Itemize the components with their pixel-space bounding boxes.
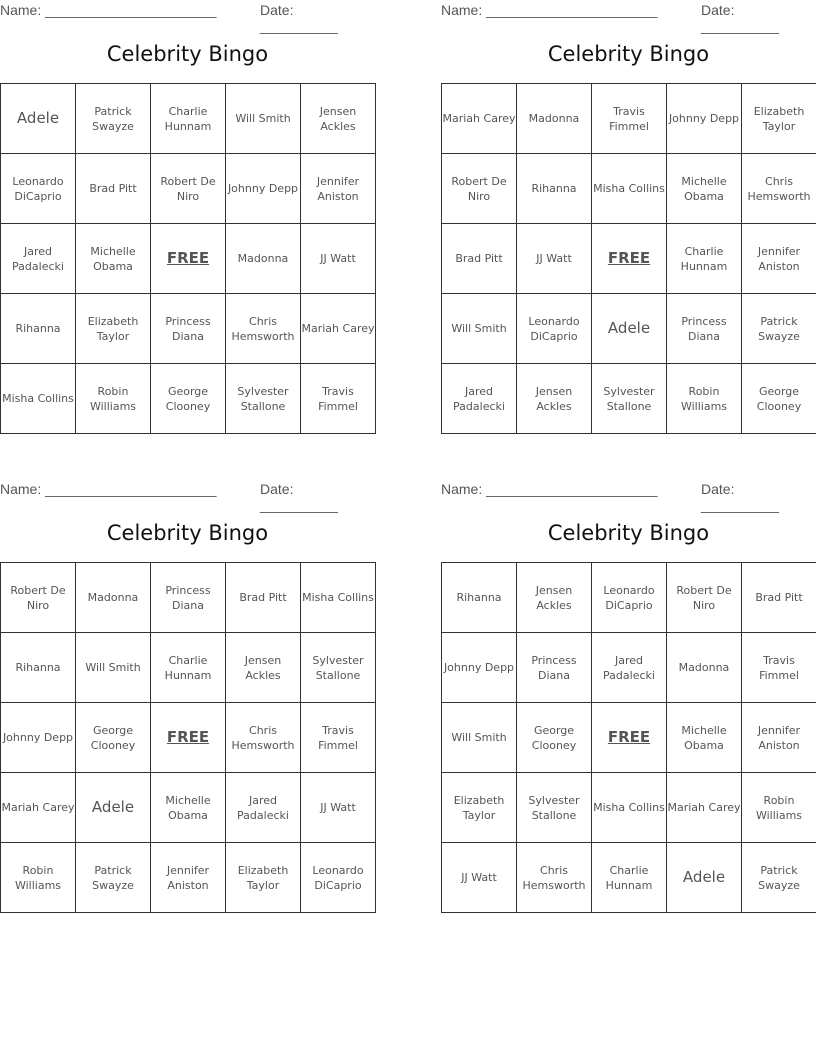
- bingo-cell: Jensen Ackles: [301, 84, 376, 154]
- bingo-cell: JJ Watt: [442, 843, 517, 913]
- grid-row: [1, 364, 376, 434]
- name-line: Name: ______________________: [441, 481, 658, 497]
- grid-row: [442, 703, 816, 773]
- bingo-grid: [0, 562, 376, 913]
- bingo-cell: Brad Pitt: [442, 224, 517, 294]
- grid-row: [1, 843, 376, 913]
- bingo-cell: Madonna: [517, 84, 592, 154]
- bingo-cell: George Clooney: [76, 703, 151, 773]
- bingo-cell: JJ Watt: [301, 224, 376, 294]
- bingo-cell: Will Smith: [442, 703, 517, 773]
- bingo-cell: Elizabeth Taylor: [76, 294, 151, 364]
- bingo-cell: Brad Pitt: [226, 563, 301, 633]
- bingo-cell: Robert De Niro: [151, 154, 226, 224]
- bingo-cell: Princess Diana: [517, 633, 592, 703]
- card-title: Celebrity Bingo: [547, 521, 710, 545]
- grid-row: [1, 154, 376, 224]
- bingo-cell: Patrick Swayze: [742, 843, 816, 913]
- card-header: [0, 0, 375, 34]
- grid-row: [442, 843, 816, 913]
- bingo-cell: JJ Watt: [301, 773, 376, 843]
- bingo-cell: Princess Diana: [151, 294, 226, 364]
- name-line: Name: ______________________: [0, 481, 217, 497]
- bingo-cell: Adele: [667, 843, 742, 913]
- bingo-cell: Elizabeth Taylor: [226, 843, 301, 913]
- bingo-cell: Princess Diana: [151, 563, 226, 633]
- card-header: [441, 479, 816, 513]
- card-header: [441, 0, 816, 34]
- bingo-cell: Johnny Depp: [1, 703, 76, 773]
- bingo-cell: Misha Collins: [301, 563, 376, 633]
- bingo-cell: Sylvester Stallone: [592, 364, 667, 434]
- grid-row: [442, 84, 816, 154]
- bingo-cell: Misha Collins: [1, 364, 76, 434]
- bingo-cell: Will Smith: [76, 633, 151, 703]
- bingo-cell: Rihanna: [1, 294, 76, 364]
- bingo-cell: Chris Hemsworth: [742, 154, 816, 224]
- bingo-card: [0, 479, 375, 914]
- bingo-cell: Robin Williams: [667, 364, 742, 434]
- bingo-cell: Travis Fimmel: [301, 364, 376, 434]
- bingo-cell: Jared Padalecki: [592, 633, 667, 703]
- bingo-cell: Rihanna: [442, 563, 517, 633]
- bingo-cell: Rihanna: [1, 633, 76, 703]
- bingo-card: [0, 0, 375, 435]
- bingo-cell: Johnny Depp: [667, 84, 742, 154]
- bingo-cell: Johnny Depp: [442, 633, 517, 703]
- date-line: Date: __________: [260, 2, 338, 34]
- bingo-cell: Chris Hemsworth: [517, 843, 592, 913]
- bingo-cell: Patrick Swayze: [742, 294, 816, 364]
- bingo-cell: JJ Watt: [517, 224, 592, 294]
- bingo-cell: Elizabeth Taylor: [442, 773, 517, 843]
- date-line: Date: __________: [260, 481, 338, 513]
- grid-row: [442, 633, 816, 703]
- bingo-cell: Travis Fimmel: [592, 84, 667, 154]
- bingo-cell: Jensen Ackles: [517, 364, 592, 434]
- bingo-cell: Will Smith: [226, 84, 301, 154]
- bingo-cell: Travis Fimmel: [742, 633, 816, 703]
- bingo-cell: Robin Williams: [1, 843, 76, 913]
- bingo-cell: Brad Pitt: [76, 154, 151, 224]
- bingo-cell: Jennifer Aniston: [151, 843, 226, 913]
- bingo-cell: Jennifer Aniston: [742, 703, 816, 773]
- bingo-cell: Mariah Carey: [442, 84, 517, 154]
- card-header: [0, 479, 375, 513]
- date-line: Date: __________: [701, 2, 779, 34]
- free-space: FREE: [592, 703, 667, 773]
- bingo-cell: Charlie Hunnam: [592, 843, 667, 913]
- grid-row: [442, 563, 816, 633]
- bingo-cell: Madonna: [667, 633, 742, 703]
- bingo-cell: Brad Pitt: [742, 563, 816, 633]
- bingo-card: [441, 479, 816, 914]
- bingo-cell: George Clooney: [151, 364, 226, 434]
- grid-row: [1, 563, 376, 633]
- grid-row: [442, 294, 816, 364]
- grid-row: [1, 773, 376, 843]
- bingo-cell: Princess Diana: [667, 294, 742, 364]
- bingo-cell: Michelle Obama: [667, 154, 742, 224]
- bingo-cell: Robin Williams: [76, 364, 151, 434]
- bingo-cell: Chris Hemsworth: [226, 294, 301, 364]
- name-line: Name: ______________________: [0, 2, 217, 18]
- bingo-cell: Travis Fimmel: [301, 703, 376, 773]
- bingo-cell: Jared Padalecki: [1, 224, 76, 294]
- card-title: Celebrity Bingo: [106, 521, 269, 545]
- bingo-cell: Robert De Niro: [1, 563, 76, 633]
- bingo-cell: Sylvester Stallone: [517, 773, 592, 843]
- bingo-cell: Madonna: [226, 224, 301, 294]
- bingo-cell: Johnny Depp: [226, 154, 301, 224]
- bingo-cell: Leonardo DiCaprio: [1, 154, 76, 224]
- grid-row: [442, 364, 816, 434]
- grid-row: [1, 84, 376, 154]
- grid-row: [1, 294, 376, 364]
- bingo-cell: Michelle Obama: [76, 224, 151, 294]
- bingo-cell: Madonna: [76, 563, 151, 633]
- bingo-cell: Jennifer Aniston: [742, 224, 816, 294]
- grid-row: [1, 633, 376, 703]
- bingo-cell: Chris Hemsworth: [226, 703, 301, 773]
- bingo-cell: Charlie Hunnam: [151, 633, 226, 703]
- bingo-cell: George Clooney: [517, 703, 592, 773]
- free-space: FREE: [592, 224, 667, 294]
- grid-row: [1, 703, 376, 773]
- card-title: Celebrity Bingo: [547, 42, 710, 66]
- bingo-cell: Misha Collins: [592, 773, 667, 843]
- free-space: FREE: [151, 703, 226, 773]
- bingo-cell: Patrick Swayze: [76, 843, 151, 913]
- bingo-cell: Adele: [592, 294, 667, 364]
- bingo-cell: Jensen Ackles: [226, 633, 301, 703]
- bingo-cell: Robert De Niro: [442, 154, 517, 224]
- bingo-card: [441, 0, 816, 435]
- grid-row: [442, 154, 816, 224]
- bingo-cell: Elizabeth Taylor: [742, 84, 816, 154]
- bingo-cell: George Clooney: [742, 364, 816, 434]
- bingo-cell: Rihanna: [517, 154, 592, 224]
- bingo-cell: Charlie Hunnam: [667, 224, 742, 294]
- bingo-cell: Mariah Carey: [301, 294, 376, 364]
- bingo-cell: Adele: [76, 773, 151, 843]
- grid-row: [1, 224, 376, 294]
- bingo-cell: Will Smith: [442, 294, 517, 364]
- date-line: Date: __________: [701, 481, 779, 513]
- bingo-cell: Mariah Carey: [667, 773, 742, 843]
- bingo-grid: [441, 83, 816, 434]
- card-title: Celebrity Bingo: [106, 42, 269, 66]
- free-space: FREE: [151, 224, 226, 294]
- grid-row: [442, 773, 816, 843]
- bingo-cell: Jared Padalecki: [442, 364, 517, 434]
- bingo-cell: Robert De Niro: [667, 563, 742, 633]
- name-line: Name: ______________________: [441, 2, 658, 18]
- bingo-cell: Patrick Swayze: [76, 84, 151, 154]
- bingo-cell: Michelle Obama: [151, 773, 226, 843]
- bingo-cell: Michelle Obama: [667, 703, 742, 773]
- bingo-cell: Leonardo DiCaprio: [301, 843, 376, 913]
- bingo-cell: Misha Collins: [592, 154, 667, 224]
- bingo-cell: Charlie Hunnam: [151, 84, 226, 154]
- bingo-cell: Jensen Ackles: [517, 563, 592, 633]
- bingo-grid: [441, 562, 816, 913]
- bingo-cell: Robin Williams: [742, 773, 816, 843]
- bingo-cell: Jared Padalecki: [226, 773, 301, 843]
- bingo-cell: Leonardo DiCaprio: [592, 563, 667, 633]
- bingo-cell: Jennifer Aniston: [301, 154, 376, 224]
- bingo-grid: [0, 83, 376, 434]
- grid-row: [442, 224, 816, 294]
- bingo-cell: Sylvester Stallone: [301, 633, 376, 703]
- bingo-cell: Adele: [1, 84, 76, 154]
- bingo-cell: Leonardo DiCaprio: [517, 294, 592, 364]
- bingo-cell: Sylvester Stallone: [226, 364, 301, 434]
- bingo-cell: Mariah Carey: [1, 773, 76, 843]
